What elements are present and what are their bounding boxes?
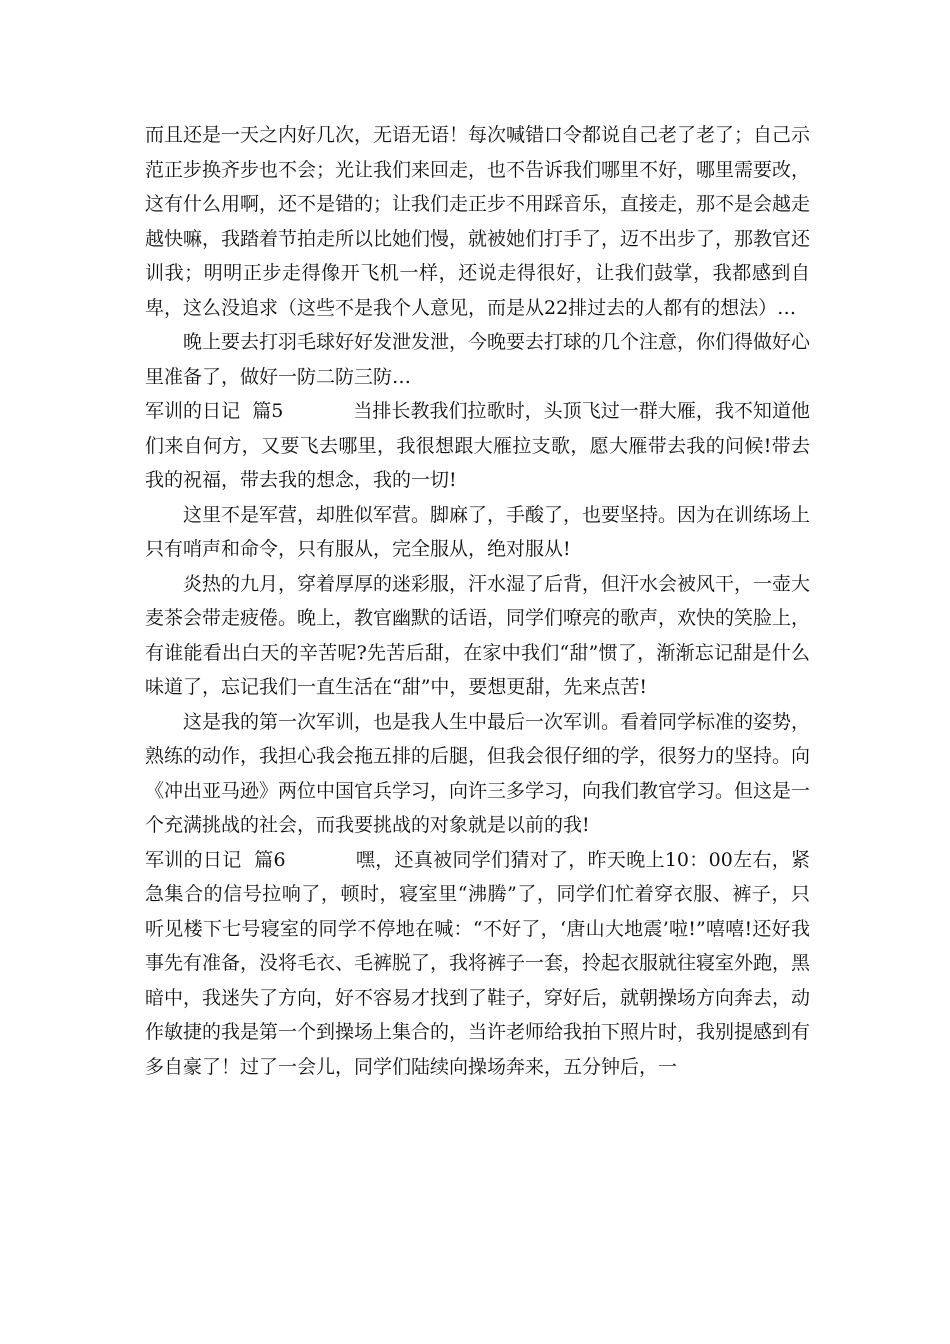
paragraph-3: 当排长教我们拉歌时，头顶飞过一群大雁，我不知道他们来自何方，又要飞去哪里，我很想跟大雁拉支歌，愿大雁带去我的问候!带去我的祝福，带去我的想念，我的一切! xyxy=(145,400,810,491)
paragraph-1: 而且还是一天之内好几次，无语无语！每次喊错口令都说自己老了老了；自己示范正步换齐步也不会；光让我们来回走，也不告诉我们哪里不好，哪里需要改，这有什么用啊，还不是错的；让我们走正步不用踩音乐，直接走，那不是会越走越快嘛，我踏着节拍走所以比她们慢，就被她们打手了，迈不出步了，那教官还训我；明明正步走得像开飞机一样，还说走得很好，让我们鼓掌，我都感到自卑，这么没追求（这些不是我个人意见，而是从22排过去的人都有的想法）… xyxy=(145,124,811,319)
entry-5 xyxy=(145,394,810,498)
paragraph-7: 嘿，还真被同学们猜对了，昨天晚上10：00左右，紧急集合的信号拉响了，顿时，寝室里“沸腾”了，同学们忙着穿衣服、裤子，只听见楼下七号寝室的同学不停地在喊：“不好了，‘唐山大地震’啦!”嘻嘻!还好我事先有准备，没将毛衣、毛裤脱了，我将裤子一套，拎起衣服就往寝室外跑，黑暗中，我迷失了方向，好不容易才找到了鞋子，穿好后，就朝操场方向奔去，动作敏捷的我是第一个到操场上集合的，当许老师给我拍下照片时，我别提感到有多自豪了！过了一会儿，同学们陆续向操场奔来，五分钟后，一 xyxy=(145,848,811,1078)
entry-heading-5: 军训的日记 篇5 xyxy=(145,400,284,422)
entry-heading-6: 军训的日记 篇6 xyxy=(145,848,286,871)
paragraph-4: 这里不是军营，却胜似军营。脚麻了，手酸了，也要坚持。因为在训练场上只有哨声和命令，只有服从，完全服从，绝对服从! xyxy=(145,503,811,560)
document-page xyxy=(145,118,810,1084)
paragraph-5: 炎热的九月，穿着厚厚的迷彩服，汗水湿了后背，但汗水会被风干，一壶大麦茶会带走疲倦。晚上，教官幽默的话语，同学们嘹亮的歌声，欢快的笑脸上，有谁能看出白天的辛苦呢?先苦后甜，在家中我们“甜”惯了，渐渐忘记甜是什么味道了，忘记我们一直生活在“甜”中，要想更甜，先来点苦! xyxy=(145,572,811,698)
entry-6 xyxy=(145,843,810,1085)
paragraph-6: 这是我的第一次军训，也是我人生中最后一次军训。看着同学标准的姿势，熟练的动作，我担心我会拖五排的后腿，但我会很仔细的学，很努力的坚持。向《冲出亚马逊》两位中国官兵学习，向许三多学习，向我们教官学习。但这是一个充满挑战的社会，而我要挑战的对象就是以前的我! xyxy=(145,710,811,836)
paragraph-2: 晚上要去打羽毛球好好发泄发泄，今晚要去打球的几个注意，你们得做好心里准备了，做好一防二防三防… xyxy=(145,331,811,388)
